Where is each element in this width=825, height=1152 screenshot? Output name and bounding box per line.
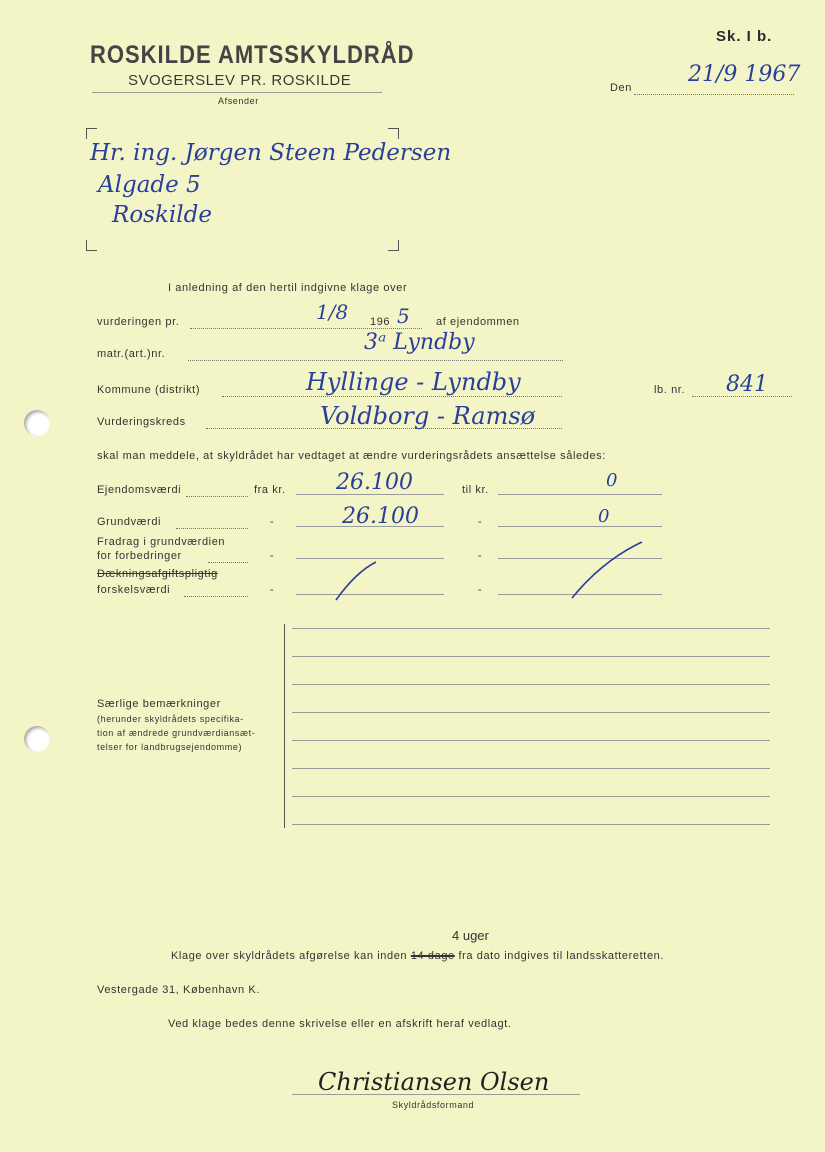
ejendom-fra-label: fra kr. bbox=[254, 484, 286, 496]
daekning-dash-fra: - bbox=[270, 584, 275, 596]
fradrag-dash-til: - bbox=[478, 550, 483, 562]
daekning-dash-til: - bbox=[478, 584, 483, 596]
appeal-weeks: 4 uger bbox=[452, 928, 489, 943]
remarks-line-e bbox=[292, 740, 770, 741]
fradrag-label-2: for forbedringer bbox=[97, 550, 182, 562]
valuation-year: 196 bbox=[370, 316, 391, 328]
kommune-value: Hyllinge - Lyndby bbox=[306, 368, 521, 396]
remarks-line-2: (herunder skyldrådets specifika- bbox=[97, 714, 244, 724]
lb-value: 841 bbox=[726, 372, 768, 397]
ejendom-label: Ejendomsværdi bbox=[97, 484, 182, 496]
grund-fra-value: 26.100 bbox=[342, 504, 419, 529]
recipient-line-3: Roskilde bbox=[112, 202, 212, 228]
appeal-text bbox=[171, 950, 664, 962]
sender-label: Afsender bbox=[218, 96, 259, 106]
daekning-label-1: Dækningsafgiftspligtig bbox=[97, 568, 218, 580]
remarks-line-g bbox=[292, 796, 770, 797]
intro-text: I anledning af den hertil indgivne klage over bbox=[168, 282, 408, 294]
remarks-bracket bbox=[284, 624, 289, 828]
signature-title: Skyldrådsformand bbox=[392, 1100, 475, 1110]
recipient-line-1: Hr. ing. Jørgen Steen Pedersen bbox=[90, 140, 452, 166]
remarks-line-b bbox=[292, 656, 770, 657]
recipient-line-2: Algade 5 bbox=[98, 172, 201, 198]
appeal-text-after: fra dato indgives til landsskatteretten. bbox=[458, 950, 665, 962]
grund-til-value: 0 bbox=[598, 506, 610, 527]
strike-mark-fra bbox=[336, 562, 376, 600]
remarks-line-h bbox=[292, 824, 770, 825]
matr-value: 3ᵃ Lyndby bbox=[364, 330, 475, 355]
valuation-label: vurderingen pr. bbox=[97, 316, 180, 328]
fradrag-label-1: Fradrag i grundværdien bbox=[97, 536, 226, 548]
remarks-line-c bbox=[292, 684, 770, 685]
remarks-line-3: tion af ændrede grundværdiansæt- bbox=[97, 728, 256, 738]
remarks-line-d bbox=[292, 712, 770, 713]
punch-hole-bottom bbox=[24, 726, 50, 752]
date-value: 21/9 1967 bbox=[688, 62, 801, 87]
ejendom-til-label: til kr. bbox=[462, 484, 489, 496]
grund-dash-fra: - bbox=[270, 516, 275, 528]
valuation-date: 1/8 bbox=[316, 300, 349, 324]
fradrag-dash-fra: - bbox=[270, 550, 275, 562]
office-address: Vestergade 31, København K. bbox=[97, 984, 260, 996]
daekning-label-2: forskelsværdi bbox=[97, 584, 171, 596]
appeal-text-before: Klage over skyldrådets afgørelse kan inden bbox=[171, 950, 408, 962]
statement-text: skal man meddele, at skyldrådet har vedtaget at ændre vurderingsrådets ansættelse således: bbox=[97, 450, 606, 462]
remarks-line-f bbox=[292, 768, 770, 769]
kommune-label: Kommune (distrikt) bbox=[97, 384, 201, 396]
grund-dash-til: - bbox=[478, 516, 483, 528]
kreds-label: Vurderingskreds bbox=[97, 416, 186, 428]
kreds-value: Voldborg - Ramsø bbox=[320, 402, 536, 430]
remarks-title: Særlige bemærkninger bbox=[97, 698, 221, 710]
remarks-line-4: telser for landbrugsejendomme) bbox=[97, 742, 243, 752]
valuation-suffix: af ejendommen bbox=[436, 316, 520, 328]
form-code: Sk. I b. bbox=[716, 28, 773, 45]
valuation-year-hand: 5 bbox=[397, 304, 410, 328]
strike-mark-til bbox=[572, 542, 642, 598]
lb-label: lb. nr. bbox=[654, 384, 686, 396]
request-text: Ved klage bedes denne skrivelse eller en afskrift heraf vedlagt. bbox=[168, 1018, 512, 1030]
appeal-struck: 14 dage bbox=[410, 950, 455, 962]
remarks-line-a bbox=[292, 628, 770, 629]
ejendom-fra-value: 26.100 bbox=[336, 470, 413, 495]
sender-name: ROSKILDE AMTSSKYLDRÅD bbox=[90, 40, 415, 69]
signature-line bbox=[292, 1094, 580, 1095]
grund-label: Grundværdi bbox=[97, 516, 162, 528]
sender-address: SVOGERSLEV PR. ROSKILDE bbox=[128, 72, 352, 89]
signature: Christiansen Olsen bbox=[318, 1068, 550, 1096]
date-label: Den bbox=[610, 82, 632, 94]
matr-label: matr.(art.)nr. bbox=[97, 348, 166, 360]
ejendom-til-value: 0 bbox=[606, 470, 618, 491]
